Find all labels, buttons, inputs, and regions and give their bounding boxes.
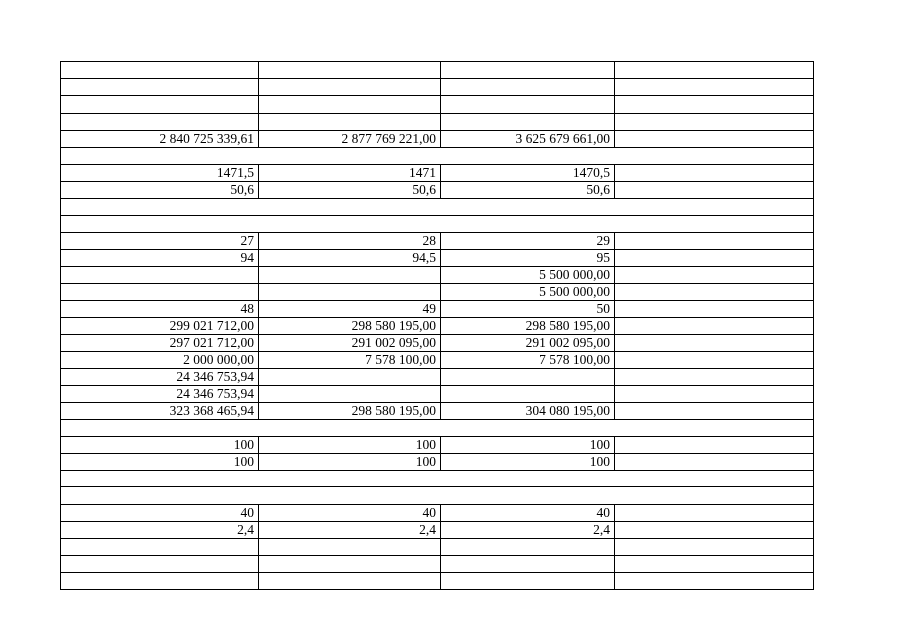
table-cell-col-1: 100 [61, 454, 259, 471]
table-row [61, 573, 814, 590]
table-cell-col-2: 2,4 [259, 522, 441, 539]
section-row-cell [61, 216, 814, 233]
table-cell-col-1 [61, 114, 259, 131]
table-cell-col-1: 2 000 000,00 [61, 352, 259, 369]
table-cell-col-4 [615, 284, 814, 301]
table-cell-col-3: 5 500 000,00 [441, 284, 615, 301]
table-cell-col-1: 50,6 [61, 182, 259, 199]
table-row [61, 79, 814, 96]
table-cell-col-2 [259, 284, 441, 301]
table-cell-col-1 [61, 539, 259, 556]
table-cell-col-4 [615, 96, 814, 114]
table-cell-col-3: 95 [441, 250, 615, 267]
table-cell-col-1: 24 346 753,94 [61, 369, 259, 386]
table-cell-col-1: 323 368 465,94 [61, 403, 259, 420]
table-cell-col-2 [259, 96, 441, 114]
table-row [61, 267, 814, 284]
table-cell-col-4 [615, 267, 814, 284]
table-cell-col-2: 50,6 [259, 182, 441, 199]
table-cell-col-4 [615, 114, 814, 131]
table-cell-col-1 [61, 573, 259, 590]
table-cell-col-2: 40 [259, 505, 441, 522]
table-cell-col-3: 100 [441, 437, 615, 454]
table-cell-col-3 [441, 79, 615, 96]
table-row [61, 403, 814, 420]
table-row [61, 318, 814, 335]
table-cell-col-3: 2,4 [441, 522, 615, 539]
table-cell-col-4 [615, 369, 814, 386]
table-cell-col-4 [615, 403, 814, 420]
table-cell-col-2: 100 [259, 454, 441, 471]
table-cell-col-4 [615, 62, 814, 79]
table-row [61, 284, 814, 301]
section-row-cell [61, 420, 814, 437]
table-row [61, 454, 814, 471]
table-cell-col-1 [61, 267, 259, 284]
table-cell-col-2 [259, 267, 441, 284]
table-cell-col-2 [259, 539, 441, 556]
table-cell-col-1 [61, 96, 259, 114]
table-cell-col-3 [441, 573, 615, 590]
data-table [60, 61, 814, 590]
table-cell-col-1: 48 [61, 301, 259, 318]
section-row-cell [61, 199, 814, 216]
table-cell-col-2 [259, 62, 441, 79]
table-cell-col-4 [615, 573, 814, 590]
table-cell-col-4 [615, 522, 814, 539]
table-cell-col-3 [441, 539, 615, 556]
table-cell-col-2 [259, 386, 441, 403]
table-row [61, 216, 814, 233]
table-cell-col-3 [441, 556, 615, 573]
table-row [61, 62, 814, 79]
table-row [61, 505, 814, 522]
table-cell-col-2: 298 580 195,00 [259, 318, 441, 335]
table-cell-col-3 [441, 96, 615, 114]
table-cell-col-2 [259, 79, 441, 96]
table-cell-col-3 [441, 369, 615, 386]
section-row-cell [61, 148, 814, 165]
table-cell-col-4 [615, 539, 814, 556]
table-cell-col-3: 40 [441, 505, 615, 522]
table-cell-col-4 [615, 386, 814, 403]
table-cell-col-3: 100 [441, 454, 615, 471]
section-row-cell [61, 487, 814, 505]
table-cell-col-1: 299 021 712,00 [61, 318, 259, 335]
table-cell-col-1: 2,4 [61, 522, 259, 539]
table-row [61, 471, 814, 487]
table-cell-col-1: 1471,5 [61, 165, 259, 182]
table-cell-col-4 [615, 165, 814, 182]
table-cell-col-1: 2 840 725 339,61 [61, 131, 259, 148]
table-cell-col-4 [615, 301, 814, 318]
table-row [61, 335, 814, 352]
table-cell-col-4 [615, 556, 814, 573]
table-cell-col-4 [615, 437, 814, 454]
table-cell-col-2 [259, 573, 441, 590]
table-row [61, 386, 814, 403]
table-cell-col-4 [615, 352, 814, 369]
table-cell-col-3: 29 [441, 233, 615, 250]
table-cell-col-1: 297 021 712,00 [61, 335, 259, 352]
table-cell-col-3 [441, 386, 615, 403]
table-row [61, 131, 814, 148]
table-cell-col-3: 291 002 095,00 [441, 335, 615, 352]
table-cell-col-1 [61, 284, 259, 301]
table-cell-col-2: 49 [259, 301, 441, 318]
table-row [61, 165, 814, 182]
table-cell-col-4 [615, 505, 814, 522]
table-cell-col-4 [615, 250, 814, 267]
table-cell-col-1: 40 [61, 505, 259, 522]
table-cell-col-3: 3 625 679 661,00 [441, 131, 615, 148]
table-cell-col-4 [615, 79, 814, 96]
table-row [61, 539, 814, 556]
table-row [61, 437, 814, 454]
table-cell-col-2: 28 [259, 233, 441, 250]
table-row [61, 556, 814, 573]
table-row [61, 522, 814, 539]
table-cell-col-3: 1470,5 [441, 165, 615, 182]
table-cell-col-2: 291 002 095,00 [259, 335, 441, 352]
table-cell-col-1 [61, 62, 259, 79]
table-cell-col-4 [615, 318, 814, 335]
table-cell-col-2: 298 580 195,00 [259, 403, 441, 420]
table-cell-col-1: 24 346 753,94 [61, 386, 259, 403]
table-cell-col-3: 304 080 195,00 [441, 403, 615, 420]
table-row [61, 301, 814, 318]
section-row-cell [61, 471, 814, 487]
table-cell-col-3: 298 580 195,00 [441, 318, 615, 335]
table-cell-col-3: 50 [441, 301, 615, 318]
table-cell-col-2: 7 578 100,00 [259, 352, 441, 369]
table-row [61, 250, 814, 267]
table-cell-col-3: 7 578 100,00 [441, 352, 615, 369]
table-cell-col-1: 27 [61, 233, 259, 250]
table-cell-col-1: 94 [61, 250, 259, 267]
table-row [61, 199, 814, 216]
table-cell-col-3 [441, 62, 615, 79]
table-row [61, 96, 814, 114]
table-cell-col-4 [615, 182, 814, 199]
table-cell-col-4 [615, 454, 814, 471]
table-cell-col-1: 100 [61, 437, 259, 454]
table-row [61, 114, 814, 131]
table-row [61, 487, 814, 505]
table-cell-col-2: 100 [259, 437, 441, 454]
table-cell-col-1 [61, 79, 259, 96]
table-cell-col-3: 5 500 000,00 [441, 267, 615, 284]
table-cell-col-2 [259, 369, 441, 386]
table-cell-col-2: 1471 [259, 165, 441, 182]
table-body [61, 62, 814, 590]
table-row [61, 233, 814, 250]
table-cell-col-2 [259, 114, 441, 131]
table-cell-col-2 [259, 556, 441, 573]
table-row [61, 369, 814, 386]
table-cell-col-4 [615, 233, 814, 250]
table-cell-col-3 [441, 114, 615, 131]
table-row [61, 420, 814, 437]
table-row [61, 352, 814, 369]
table-cell-col-1 [61, 556, 259, 573]
table-row [61, 148, 814, 165]
table-row [61, 182, 814, 199]
table-cell-col-2: 94,5 [259, 250, 441, 267]
table-cell-col-4 [615, 131, 814, 148]
table-cell-col-4 [615, 335, 814, 352]
table-cell-col-2: 2 877 769 221,00 [259, 131, 441, 148]
table-cell-col-3: 50,6 [441, 182, 615, 199]
